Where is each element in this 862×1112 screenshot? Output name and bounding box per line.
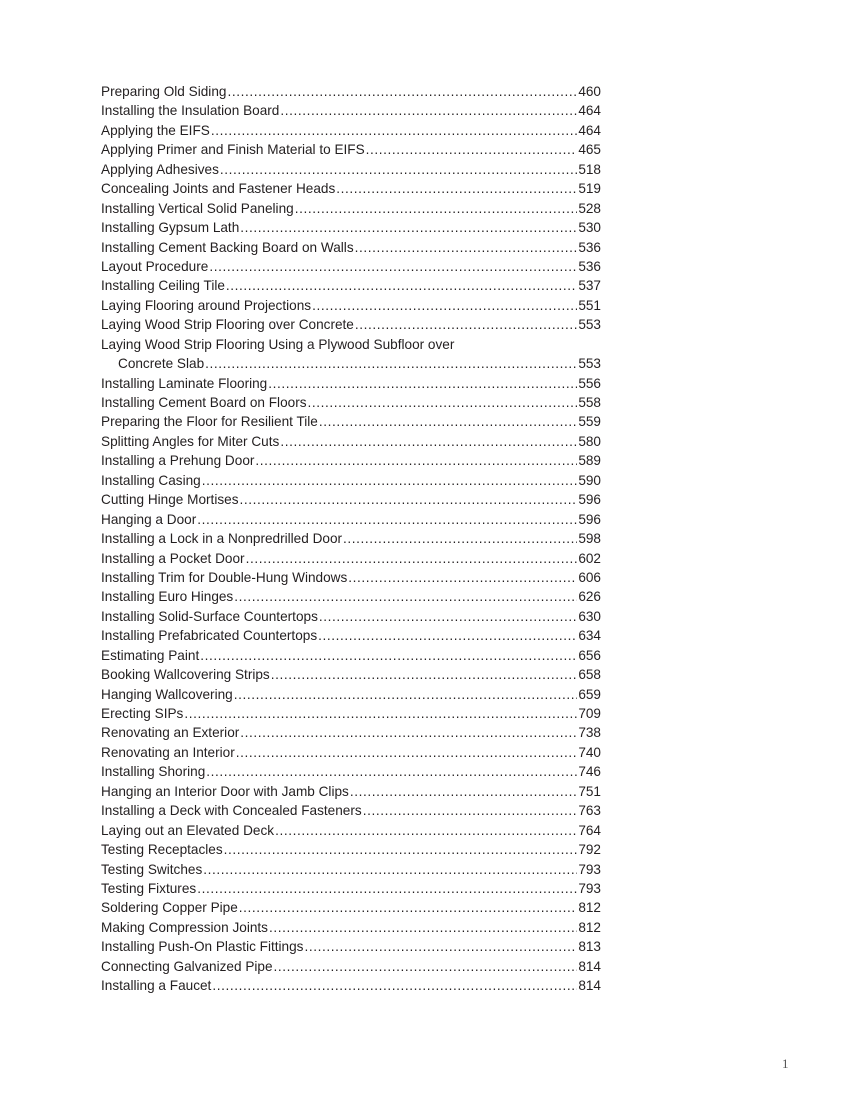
toc-entry-page: 553 <box>578 356 601 372</box>
toc-dot-leader <box>268 374 577 393</box>
toc-entry-page: 630 <box>578 608 601 624</box>
toc-entry-title: Installing Gypsum Lath <box>101 220 240 236</box>
toc-dot-leader <box>363 801 578 820</box>
toc-dot-leader <box>197 510 577 529</box>
toc-entry <box>101 762 601 781</box>
toc-entry <box>101 82 601 101</box>
toc-dot-leader <box>212 976 577 995</box>
toc-dot-leader <box>319 607 577 626</box>
toc-entry-page: 465 <box>578 142 601 158</box>
toc-entry <box>101 821 601 840</box>
toc-entry-title: Hanging Wallcovering <box>101 686 233 702</box>
toc-entry-title: Making Compression Joints <box>101 919 268 935</box>
toc-entry-page: 606 <box>578 569 601 585</box>
toc-entry-page: 589 <box>578 453 601 469</box>
toc-entry-title: Concealing Joints and Fastener Heads <box>101 181 336 197</box>
toc-dot-leader <box>269 918 577 937</box>
toc-entry-page: 626 <box>578 589 601 605</box>
toc-entry-title: Concrete Slab <box>118 356 205 372</box>
toc-entry-title: Laying out an Elevated Deck <box>101 822 275 838</box>
toc-entry <box>101 743 601 762</box>
toc-dot-leader <box>202 471 578 490</box>
toc-entry-page: 518 <box>578 161 601 177</box>
toc-entry-page: 751 <box>578 783 601 799</box>
toc-entry <box>101 626 601 645</box>
toc-entry-title: Installing Shoring <box>101 764 206 780</box>
toc-entry-title: Installing a Prehung Door <box>101 453 255 469</box>
toc-entry-page: 814 <box>578 978 601 994</box>
toc-entry-page: 460 <box>578 84 601 99</box>
toc-entry-title: Laying Wood Strip Flooring Using a Plywood Subfloor over <box>101 336 455 352</box>
toc-entry <box>101 529 601 548</box>
toc-entry-page: 464 <box>578 122 601 138</box>
toc-entry-page: 763 <box>578 803 601 819</box>
toc-dot-leader <box>246 549 578 568</box>
toc-entry-title: Installing Vertical Solid Paneling <box>101 200 294 216</box>
toc-entry <box>101 665 601 684</box>
toc-entry-page: 519 <box>578 181 601 197</box>
toc-entry-page: 814 <box>578 958 601 974</box>
toc-entry <box>101 296 601 315</box>
toc-entry-title: Preparing the Floor for Resilient Tile <box>101 414 318 430</box>
toc-entry <box>101 937 601 956</box>
toc-entry-title: Testing Switches <box>101 861 203 877</box>
toc-entry-page: 659 <box>578 686 601 702</box>
toc-dot-leader <box>280 432 577 451</box>
toc-entry-title: Installing Trim for Double-Hung Windows <box>101 569 348 585</box>
toc-entry <box>101 393 601 412</box>
toc-entry <box>101 451 601 470</box>
toc-entry <box>101 568 601 587</box>
toc-dot-leader <box>220 160 577 179</box>
toc-entry-page: 740 <box>578 744 601 760</box>
toc-entry-title: Booking Wallcovering Strips <box>101 667 270 683</box>
toc-entry <box>101 412 601 431</box>
toc-entry-page: 792 <box>578 842 601 858</box>
table-of-contents <box>101 82 601 996</box>
toc-dot-leader <box>200 646 577 665</box>
toc-entry-title: Applying Primer and Finish Material to EIFS <box>101 142 365 158</box>
toc-entry-page: 536 <box>578 258 601 274</box>
toc-entry <box>101 160 601 179</box>
toc-entry-title: Estimating Paint <box>101 647 200 663</box>
toc-entry-page: 764 <box>578 822 601 838</box>
toc-dot-leader <box>197 879 577 898</box>
toc-dot-leader <box>280 101 577 120</box>
toc-dot-leader <box>336 179 577 198</box>
toc-entry <box>101 607 601 626</box>
toc-dot-leader <box>355 315 577 334</box>
toc-entry <box>101 704 601 723</box>
toc-dot-leader <box>240 490 578 509</box>
toc-dot-leader <box>355 238 578 257</box>
toc-entry-page: 537 <box>578 278 601 294</box>
toc-entry-page: 812 <box>578 900 601 916</box>
toc-entry <box>101 510 601 529</box>
toc-entry <box>101 549 601 568</box>
toc-dot-leader <box>255 451 577 470</box>
toc-entry-title: Applying the EIFS <box>101 122 210 138</box>
toc-entry-page: 556 <box>578 375 601 391</box>
toc-dot-leader <box>227 82 577 101</box>
toc-entry-title: Laying Wood Strip Flooring over Concrete <box>101 317 354 333</box>
toc-dot-leader <box>206 762 577 781</box>
toc-entry-page: 553 <box>578 317 601 333</box>
toc-entry <box>101 685 601 704</box>
toc-entry-page: 528 <box>578 200 601 216</box>
toc-entry <box>101 257 601 276</box>
toc-entry <box>101 646 601 665</box>
toc-entry-page: 709 <box>578 706 601 721</box>
toc-entry <box>101 199 601 218</box>
toc-dot-leader <box>203 860 577 879</box>
toc-entry-title: Connecting Galvanized Pipe <box>101 958 273 974</box>
toc-entry-title: Hanging a Door <box>101 511 197 527</box>
toc-entry <box>101 374 601 393</box>
toc-entry-page: 596 <box>578 511 601 527</box>
toc-dot-leader <box>184 704 577 723</box>
toc-entry <box>101 238 601 257</box>
toc-entry-page: 656 <box>578 647 601 663</box>
toc-dot-leader <box>295 199 578 218</box>
toc-entry-page: 634 <box>578 628 601 644</box>
toc-dot-leader <box>274 957 578 976</box>
toc-entry <box>101 587 601 606</box>
toc-dot-leader <box>343 529 577 548</box>
toc-entry-page: 536 <box>578 239 601 255</box>
toc-entry-page: 602 <box>578 550 601 566</box>
toc-dot-leader <box>308 393 578 412</box>
toc-dot-leader <box>318 626 577 645</box>
toc-entry-page: 530 <box>578 220 601 236</box>
toc-entry-page: 596 <box>578 492 601 508</box>
toc-entry <box>101 315 601 334</box>
toc-entry-page: 559 <box>578 414 601 430</box>
toc-entry-title: Installing Push-On Plastic Fittings <box>101 939 304 955</box>
toc-entry <box>101 957 601 976</box>
toc-entry-page: 590 <box>578 472 601 488</box>
toc-dot-leader <box>211 121 578 140</box>
toc-entry <box>101 840 601 859</box>
toc-entry-page: 793 <box>578 861 601 877</box>
toc-entry-page: 813 <box>578 939 601 955</box>
toc-entry-page: 464 <box>578 103 601 119</box>
toc-entry-title: Renovating an Exterior <box>101 725 240 741</box>
toc-entry-title: Preparing Old Siding <box>101 84 227 99</box>
toc-entry <box>101 490 601 509</box>
toc-entry-page: 812 <box>578 919 601 935</box>
toc-dot-leader <box>304 937 577 956</box>
toc-entry-page: 580 <box>578 433 601 449</box>
toc-dot-leader <box>234 685 578 704</box>
toc-entry <box>101 218 601 237</box>
toc-entry <box>101 335 601 354</box>
toc-entry <box>101 898 601 917</box>
toc-dot-leader <box>348 568 577 587</box>
toc-dot-leader <box>205 354 577 373</box>
toc-entry-title: Laying Flooring around Projections <box>101 297 312 313</box>
toc-entry <box>101 432 601 451</box>
toc-entry <box>101 276 601 295</box>
page-number: 1 <box>782 1056 789 1071</box>
toc-entry <box>101 860 601 879</box>
toc-dot-leader <box>240 218 577 237</box>
toc-dot-leader <box>366 140 578 159</box>
toc-entry-page: 558 <box>578 395 601 410</box>
toc-entry-title: Installing Casing <box>101 472 201 488</box>
toc-entry-title: Installing Euro Hinges <box>101 589 234 605</box>
toc-entry <box>101 179 601 198</box>
toc-dot-leader <box>239 898 578 917</box>
toc-entry-title: Installing Solid-Surface Countertops <box>101 608 318 624</box>
toc-entry-title: Layout Procedure <box>101 258 209 274</box>
toc-entry-title: Installing Cement Board on Floors <box>101 395 307 410</box>
toc-entry <box>101 140 601 159</box>
toc-entry-title: Cutting Hinge Mortises <box>101 492 239 508</box>
toc-entry-page: 658 <box>578 667 601 683</box>
toc-dot-leader <box>350 782 577 801</box>
toc-entry <box>101 723 601 742</box>
toc-entry-title: Installing a Deck with Concealed Fasteners <box>101 803 362 819</box>
toc-entry <box>101 354 601 373</box>
toc-entry <box>101 121 601 140</box>
toc-dot-leader <box>209 257 577 276</box>
toc-entry-page: 551 <box>578 297 601 313</box>
toc-entry-page: 598 <box>578 531 601 547</box>
toc-entry <box>101 918 601 937</box>
toc-entry-title: Installing Cement Backing Board on Walls <box>101 239 354 255</box>
toc-entry-title: Splitting Angles for Miter Cuts <box>101 433 280 449</box>
toc-dot-leader <box>240 723 577 742</box>
toc-dot-leader <box>226 276 577 295</box>
toc-dot-leader <box>224 840 578 859</box>
toc-dot-leader <box>275 821 577 840</box>
toc-entry-title: Soldering Copper Pipe <box>101 900 238 916</box>
toc-entry-title: Installing Ceiling Tile <box>101 278 225 294</box>
toc-entry-title: Testing Receptacles <box>101 842 223 858</box>
toc-dot-leader <box>271 665 578 684</box>
toc-entry <box>101 101 601 120</box>
toc-entry <box>101 879 601 898</box>
toc-entry-page: 793 <box>578 880 601 896</box>
toc-entry-page: 738 <box>578 725 601 741</box>
toc-entry-title: Installing Prefabricated Countertops <box>101 628 318 644</box>
toc-entry <box>101 471 601 490</box>
toc-entry-title: Applying Adhesives <box>101 161 219 177</box>
toc-dot-leader <box>236 743 578 762</box>
toc-entry-title: Installing Laminate Flooring <box>101 375 268 391</box>
toc-entry-title: Installing a Lock in a Nonpredrilled Door <box>101 531 343 547</box>
toc-entry-title: Hanging an Interior Door with Jamb Clips <box>101 783 349 799</box>
toc-entry-title: Erecting SIPs <box>101 706 184 721</box>
toc-entry <box>101 801 601 820</box>
toc-entry-title: Installing a Pocket Door <box>101 550 245 566</box>
toc-entry-title: Testing Fixtures <box>101 880 197 896</box>
toc-entry-page: 746 <box>578 764 601 780</box>
toc-entry-title: Installing a Faucet <box>101 978 212 994</box>
toc-entry <box>101 976 601 995</box>
toc-entry <box>101 782 601 801</box>
toc-dot-leader <box>234 587 577 606</box>
toc-dot-leader <box>312 296 577 315</box>
toc-entry-title: Installing the Insulation Board <box>101 103 280 119</box>
toc-entry-title: Renovating an Interior <box>101 744 235 760</box>
toc-dot-leader <box>319 412 577 431</box>
